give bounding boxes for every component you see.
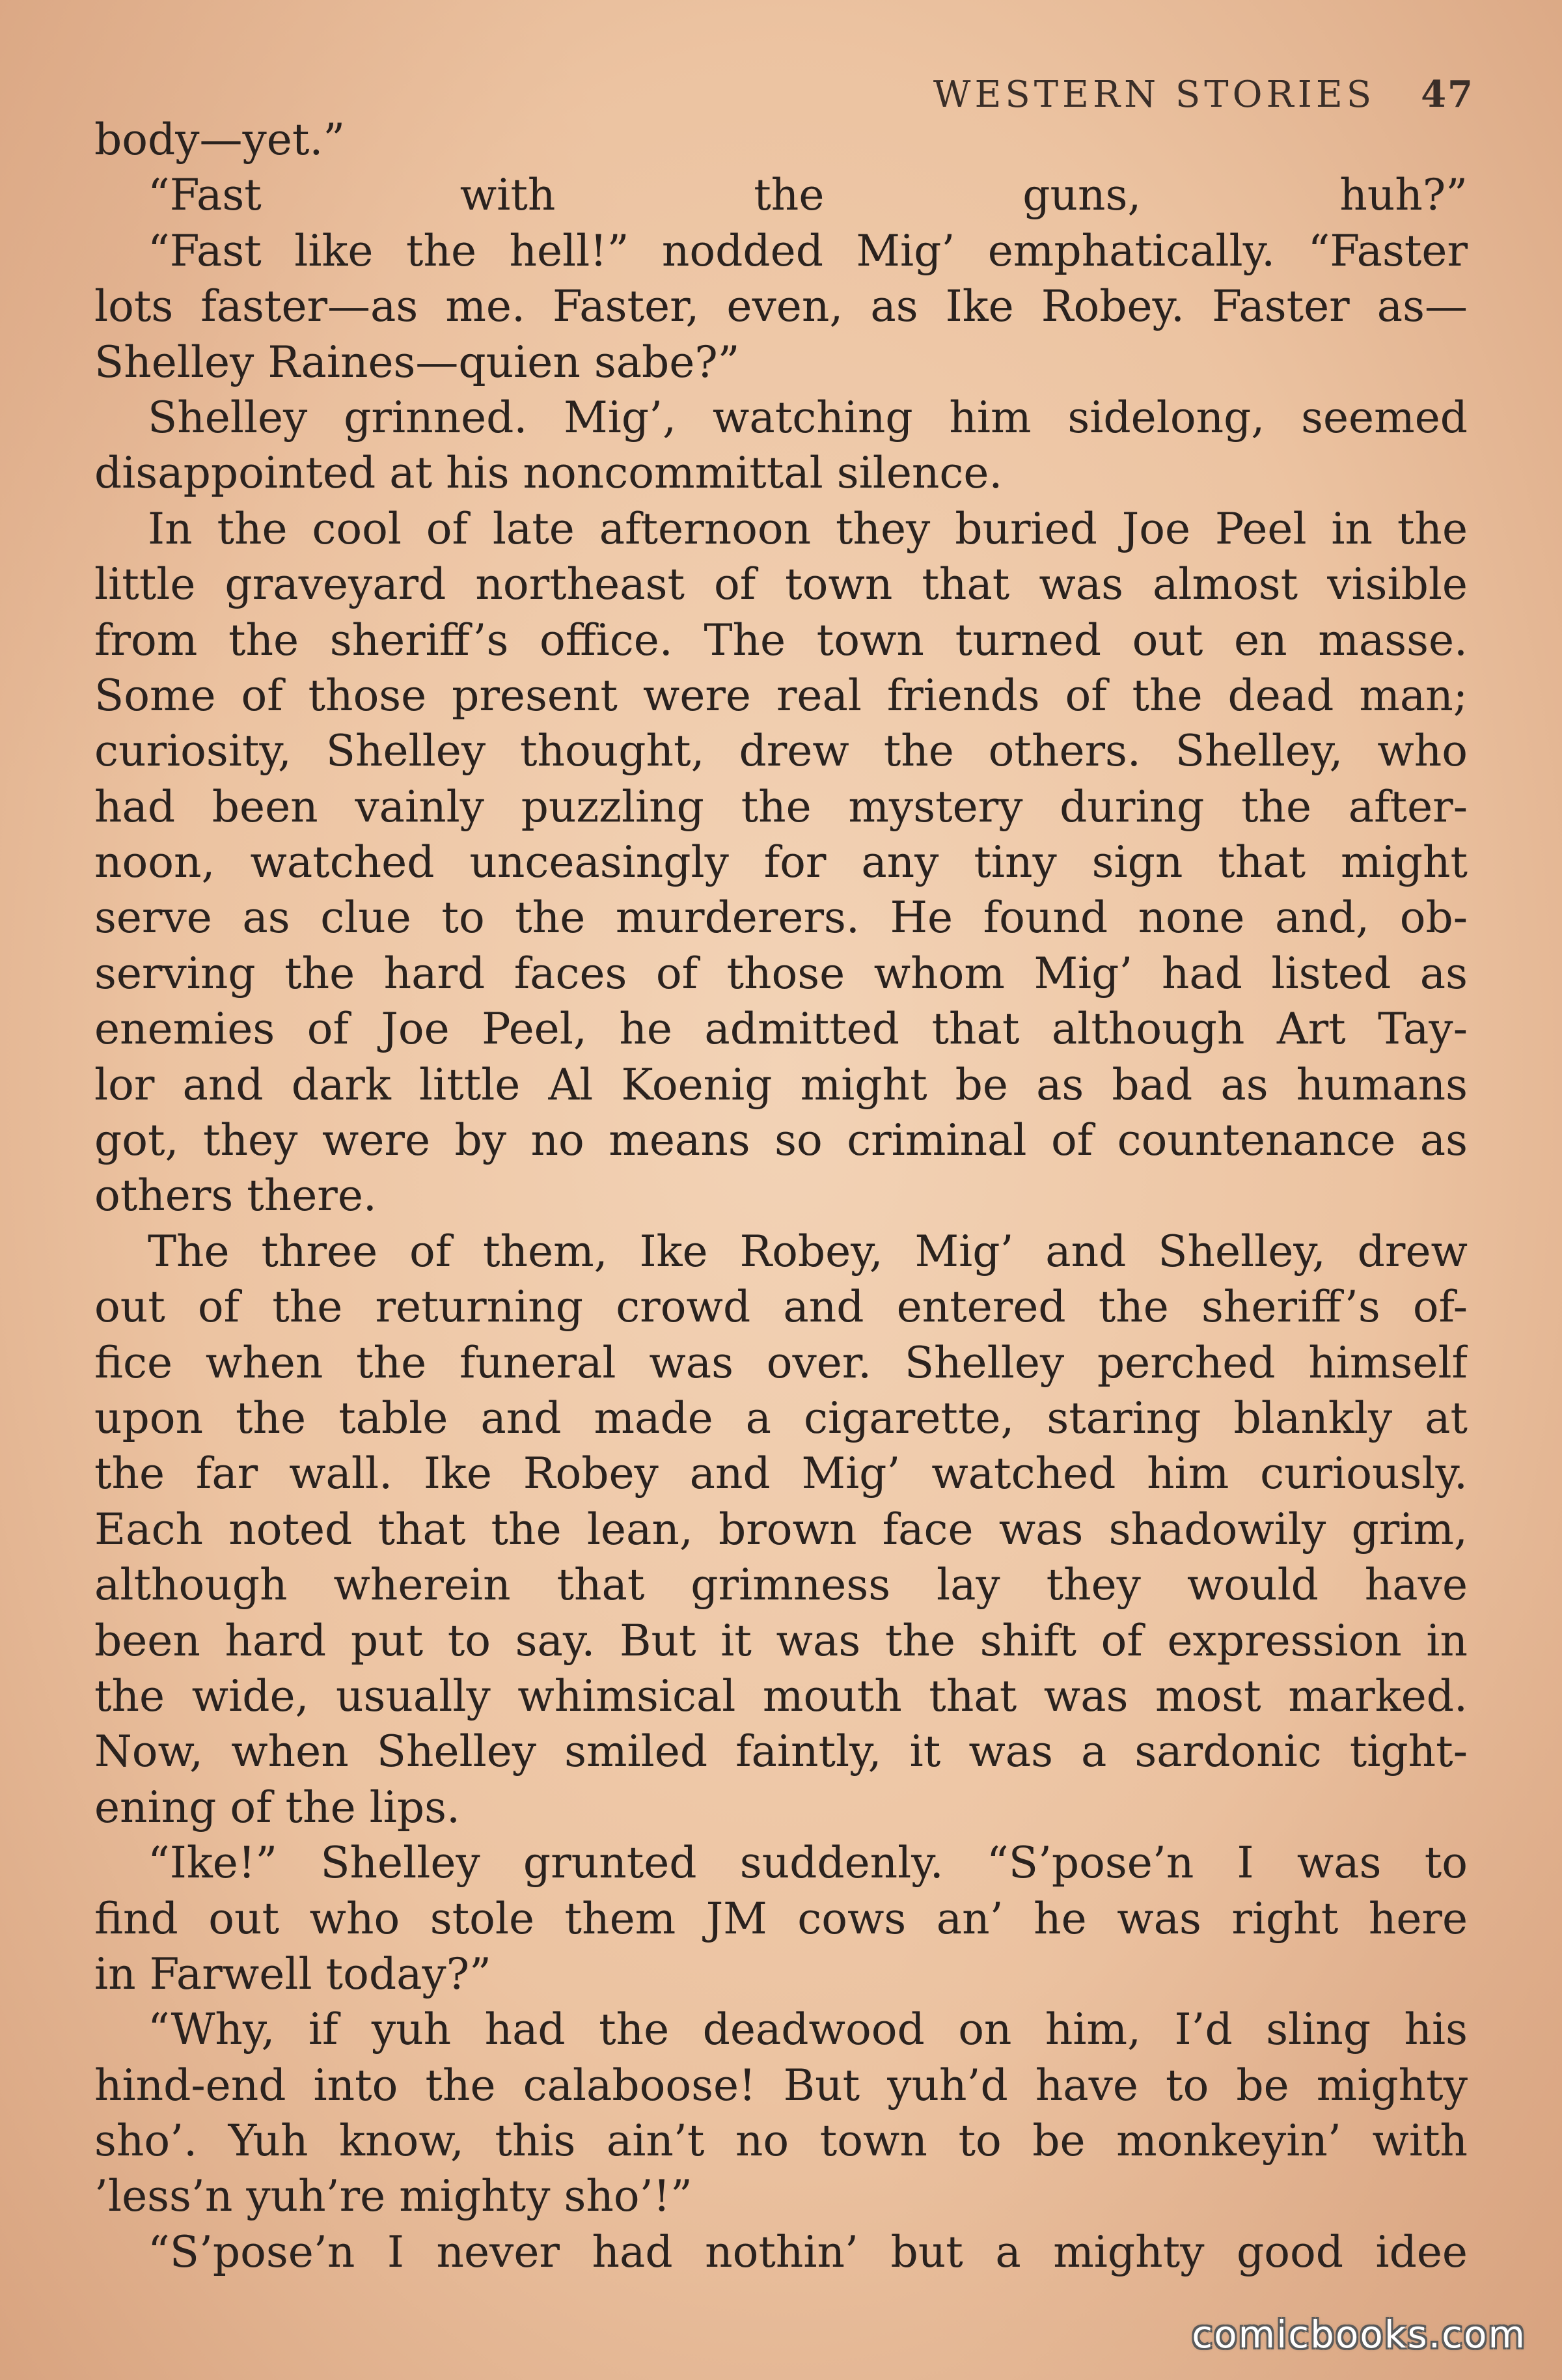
- text-line: Shelley Raines—quien sabe?”: [94, 337, 740, 387]
- text-line: the far wall. Ike Robey and Mig’ watched him curiously.: [94, 1448, 1468, 1499]
- text-line: from the sheriff’s office. The town turned out en masse.: [94, 615, 1468, 665]
- text-line: out of the returning crowd and entered the sheriff’s of-: [94, 1282, 1468, 1333]
- running-header: [933, 73, 1474, 116]
- text-line: little graveyard northeast of town that was almost visible: [94, 559, 1468, 610]
- page-number: 47: [1421, 73, 1474, 116]
- text-line: others there.: [94, 1170, 377, 1221]
- text-line: noon, watched unceasingly for any tiny sign that might: [94, 837, 1468, 888]
- text-line: lor and dark little Al Koenig might be as bad as humans: [94, 1059, 1468, 1110]
- running-title: WESTERN STORIES: [933, 74, 1376, 116]
- text-line: Shelley grinned. Mig’, watching him sidelong, seemed: [148, 392, 1468, 443]
- text-line: got, they were by no means so criminal of countenance as: [94, 1115, 1468, 1166]
- text-line: been hard put to say. But it was the shift of expression in: [94, 1615, 1468, 1666]
- text-line: “Fast with the guns, huh?”: [148, 170, 1468, 221]
- text-line: “Fast like the hell!” nodded Mig’ emphatically. “Faster: [148, 225, 1468, 276]
- text-line: “Ike!” Shelley grunted suddenly. “S’pose’n I was to: [148, 1838, 1468, 1889]
- text-line: serving the hard faces of those whom Mig’ had listed as: [94, 948, 1468, 999]
- text-line: fice when the funeral was over. Shelley perched himself: [94, 1337, 1468, 1388]
- text-line: body—yet.”: [94, 115, 346, 165]
- watermark-text: comicbooks.com: [1192, 2312, 1526, 2357]
- text-line: serve as clue to the murderers. He found none and, ob-: [94, 893, 1468, 943]
- text-line: disappointed at his noncommittal silence.: [94, 448, 1003, 499]
- text-line: curiosity, Shelley thought, drew the others. Shelley, who: [94, 726, 1468, 777]
- text-line: sho’. Yuh know, this ain’t no town to be monkeyin’ with: [94, 2116, 1468, 2166]
- text-line: ’less’n yuh’re mighty sho’!”: [94, 2171, 692, 2222]
- text-line: In the cool of late afternoon they buried Joe Peel in the: [148, 503, 1468, 554]
- text-line: the wide, usually whimsical mouth that was most marked.: [94, 1670, 1468, 1721]
- text-line: Now, when Shelley smiled faintly, it was a sardonic tight-: [94, 1726, 1468, 1777]
- text-line: had been vainly puzzling the mystery during the after-: [94, 781, 1468, 832]
- text-line: although wherein that grimness lay they would have: [94, 1560, 1468, 1611]
- story-text: [94, 112, 1468, 2280]
- text-line: find out who stole them JM cows an’ he was right here: [94, 1893, 1468, 1944]
- text-line: enemies of Joe Peel, he admitted that although Art Tay-: [94, 1004, 1468, 1055]
- text-line: Some of those present were real friends of the dead man;: [94, 670, 1468, 721]
- text-line: Each noted that the lean, brown face was shadowily grim,: [94, 1504, 1468, 1555]
- text-line: lots faster—as me. Faster, even, as Ike Robey. Faster as—: [94, 281, 1468, 332]
- text-line: ening of the lips.: [94, 1782, 460, 1833]
- text-line: hind-end into the calaboose! But yuh’d have to be mighty: [94, 2060, 1468, 2110]
- text-line: in Farwell today?”: [94, 1948, 491, 1999]
- text-line: “S’pose’n I never had nothin’ but a mighty good idee: [148, 2226, 1468, 2277]
- text-line: The three of them, Ike Robey, Mig’ and Shelley, drew: [148, 1226, 1468, 1277]
- text-line: upon the table and made a cigarette, staring blankly at: [94, 1392, 1468, 1443]
- text-line: “Why, if yuh had the deadwood on him, I’d sling his: [148, 2004, 1468, 2055]
